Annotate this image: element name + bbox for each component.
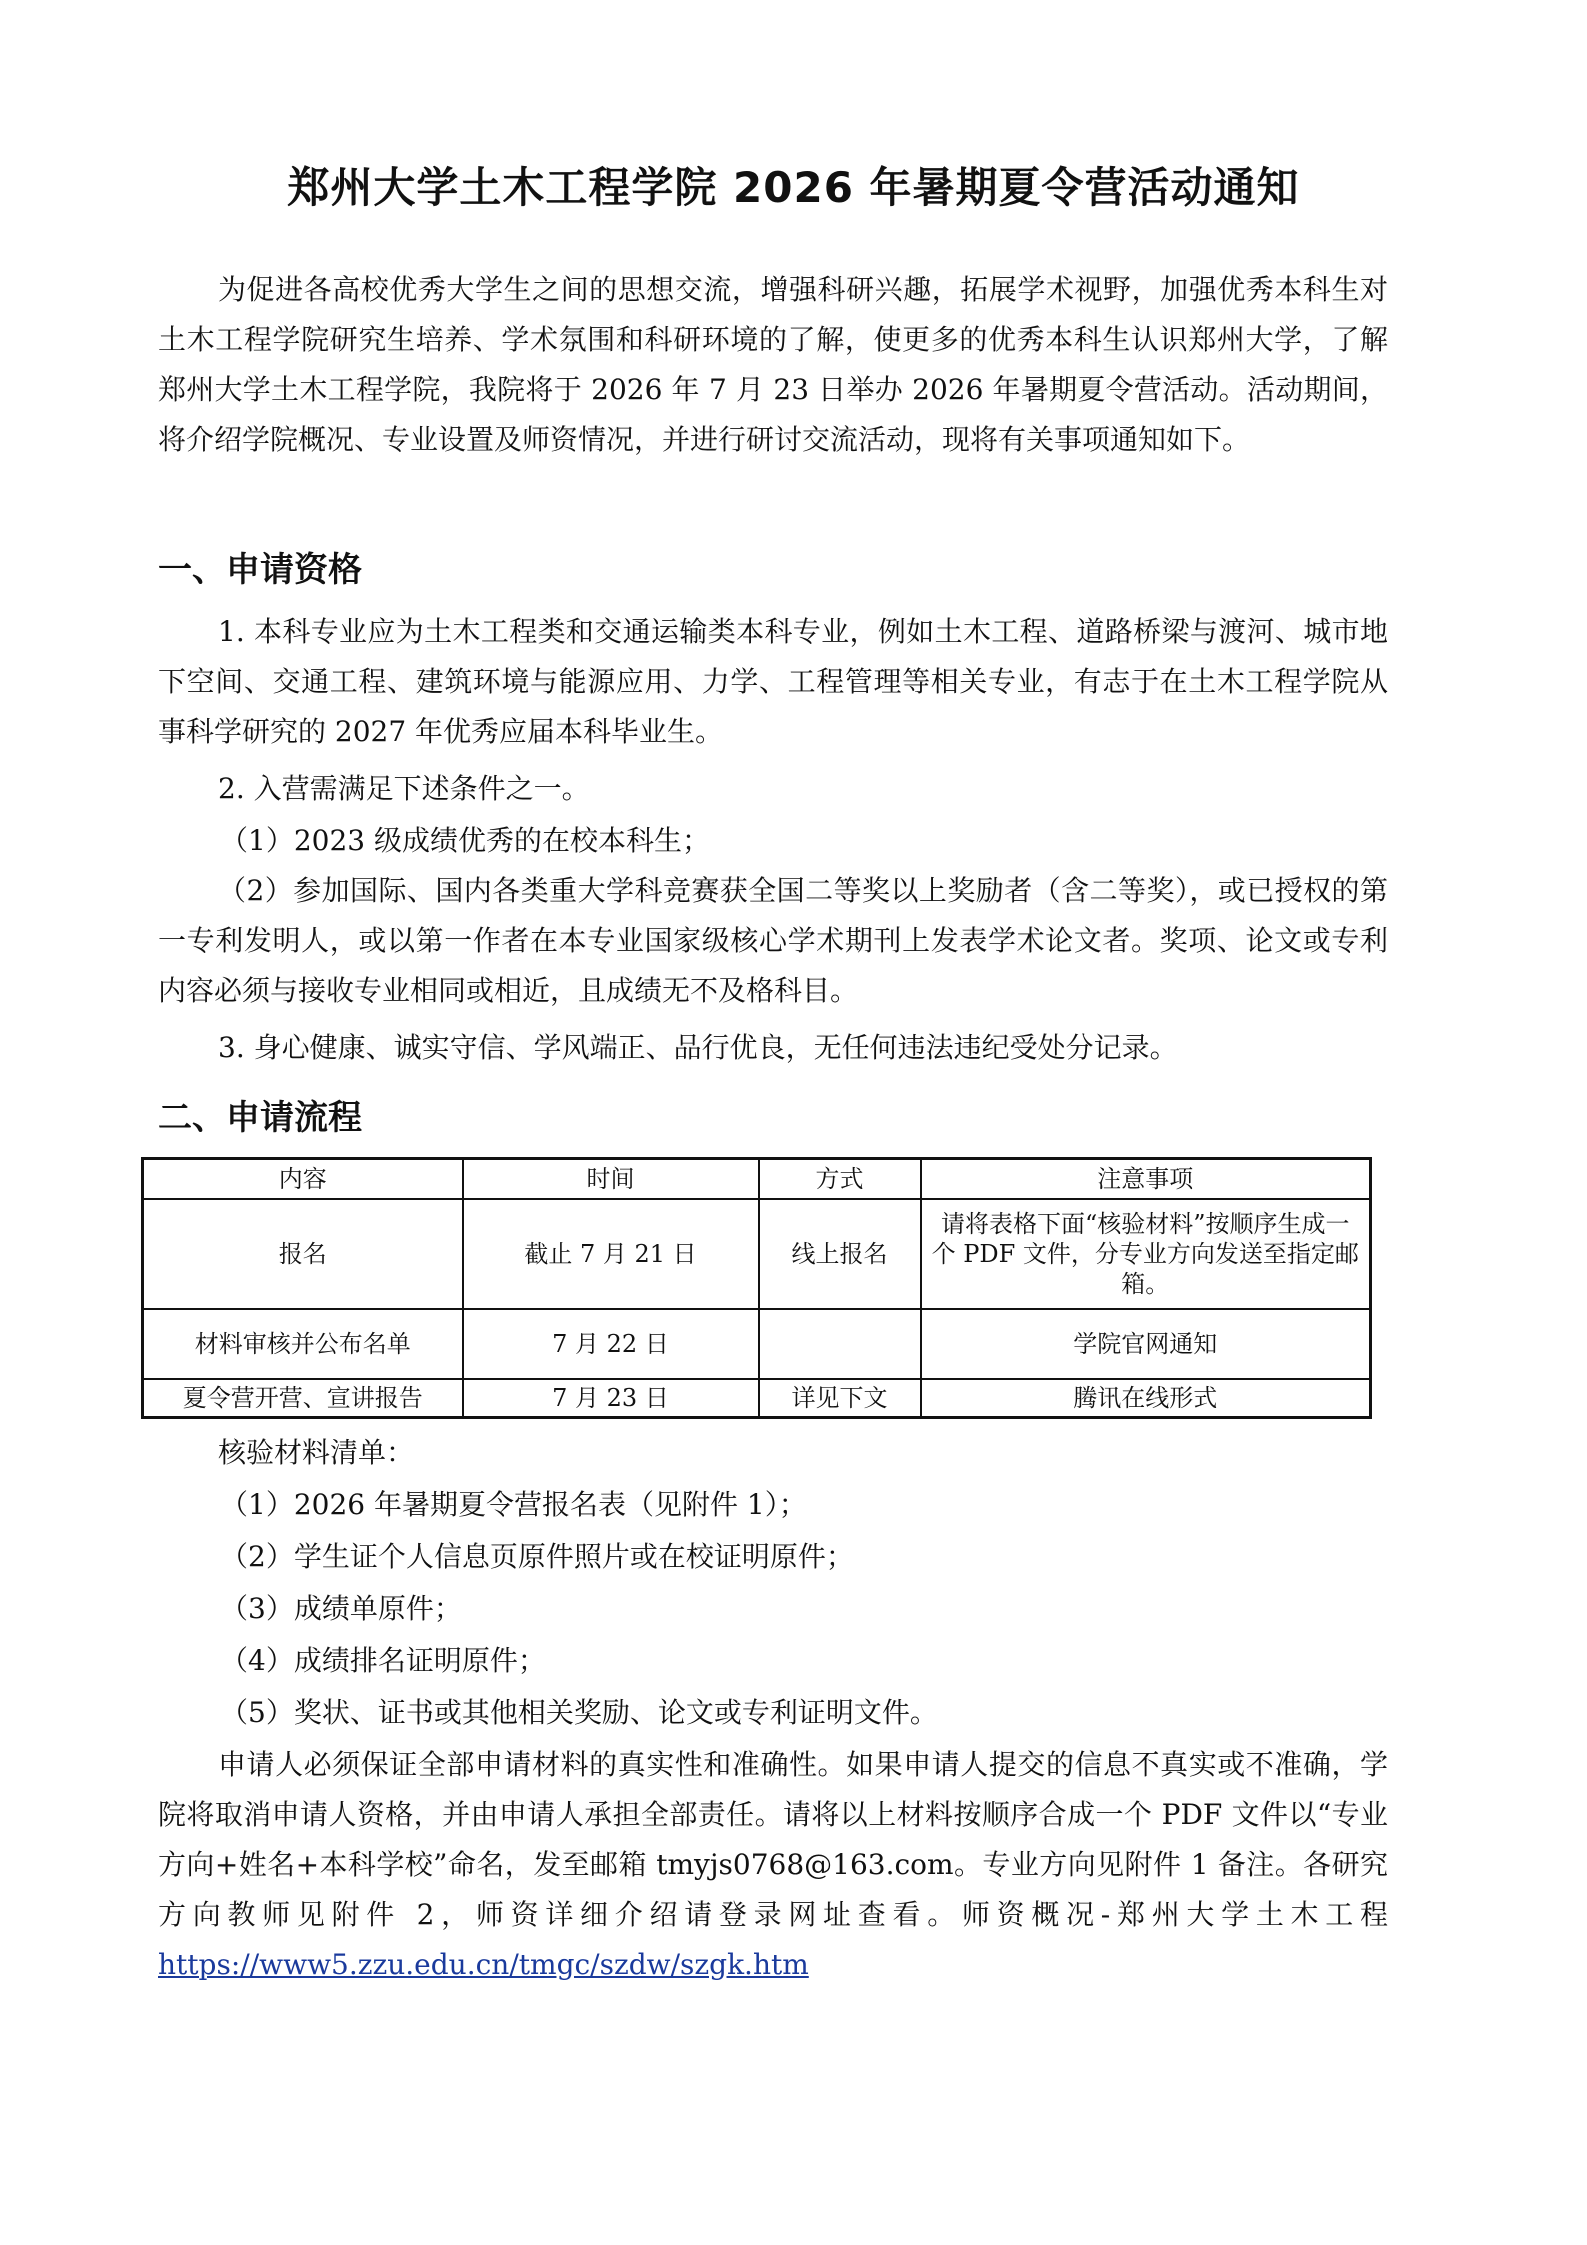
page-title: 郑州大学土木工程学院 2026 年暑期夏令营活动通知 <box>287 163 1300 212</box>
section-heading-eligibility: 一、申请资格 <box>158 550 362 590</box>
table-cell <box>759 1309 921 1379</box>
table-cell: 7 月 23 日 <box>463 1379 759 1417</box>
eligibility-condition-2: （2）参加国际、国内各类重大学科竞赛获全国二等奖以上奖励者（含二等奖），或已授权的第一专利发明人，或以第一作者在本专业国家级核心学术期刊上发表学术论文者。奖项、论文或专利内容必须与接收专业相同或相近，且成绩无不及格科目。 <box>158 874 1388 1007</box>
materials-item: （5）奖状、证书或其他相关奖励、论文或专利证明文件。 <box>220 1696 938 1729</box>
table-cell: 请将表格下面“核验材料”按顺序生成一个 PDF 文件，分专业方向发送至指定邮箱。 <box>921 1199 1371 1309</box>
table-header-cell: 内容 <box>143 1159 463 1200</box>
table-cell: 材料审核并公布名单 <box>143 1309 463 1379</box>
eligibility-item-1: 1. 本科专业应为土木工程类和交通运输类本科专业，例如土木工程、道路桥梁与渡河、城市地下空间、交通工程、建筑环境与能源应用、力学、工程管理等相关专业，有志于在土木工程学院从事科学研究的 2027 年优秀应届本科毕业生。 <box>158 615 1388 748</box>
table-row <box>143 1309 1371 1379</box>
table-header-cell: 注意事项 <box>921 1159 1371 1200</box>
table-cell: 截止 7 月 21 日 <box>463 1199 759 1309</box>
eligibility-item-2: 2. 入营需满足下述条件之一。 <box>218 772 590 805</box>
materials-item: （4）成绩排名证明原件； <box>220 1644 546 1677</box>
table-cell: 线上报名 <box>759 1199 921 1309</box>
table-header-row <box>143 1159 1371 1200</box>
table-cell: 报名 <box>143 1199 463 1309</box>
process-table <box>141 1157 1372 1419</box>
closing-text: 申请人必须保证全部申请材料的真实性和准确性。如果申请人提交的信息不真实或不准确，学院将取消申请人资格，并由申请人承担全部责任。请将以上材料按顺序合成一个 PDF 文件以“专业方向+姓名+本科学校”命名，发至邮箱 tmyjs0768@163.com。专业方向见附件 1 备注。各研究方向教师见附件 2，师资详细介绍请登录网址查看。师资概况-郑州大学土木工程 <box>158 1748 1388 1931</box>
closing-paragraph <box>158 1740 1388 1990</box>
materials-item: （1）2026 年暑期夏令营报名表（见附件 1）； <box>220 1488 807 1521</box>
materials-title: 核验材料清单： <box>218 1436 415 1469</box>
table-cell: 腾讯在线形式 <box>921 1379 1371 1417</box>
section-heading-process: 二、申请流程 <box>158 1098 362 1138</box>
table-header-cell: 时间 <box>463 1159 759 1200</box>
table-cell: 详见下文 <box>759 1379 921 1417</box>
table-cell: 7 月 22 日 <box>463 1309 759 1379</box>
table-row <box>143 1199 1371 1309</box>
table-header-cell: 方式 <box>759 1159 921 1200</box>
faculty-link[interactable]: https://www5.zzu.edu.cn/tmgc/szdw/szgk.htm <box>158 1948 809 1981</box>
table-cell: 学院官网通知 <box>921 1309 1371 1379</box>
eligibility-condition-1: （1）2023 级成绩优秀的在校本科生； <box>220 824 710 857</box>
table-row <box>143 1379 1371 1417</box>
materials-item: （3）成绩单原件； <box>220 1592 462 1625</box>
table-cell: 夏令营开营、宣讲报告 <box>143 1379 463 1417</box>
materials-item: （2）学生证个人信息页原件照片或在校证明原件； <box>220 1540 854 1573</box>
eligibility-item-3: 3. 身心健康、诚实守信、学风端正、品行优良，无任何违法违纪受处分记录。 <box>218 1031 1178 1064</box>
intro-paragraph: 为促进各高校优秀大学生之间的思想交流，增强科研兴趣，拓展学术视野，加强优秀本科生对土木工程学院研究生培养、学术氛围和科研环境的了解，使更多的优秀本科生认识郑州大学，了解郑州大学土木工程学院，我院将于 2026 年 7 月 23 日举办 2026 年暑期夏令营活动。活动期间，将介绍学院概况、专业设置及师资情况，并进行研讨交流活动，现将有关事项通知如下。 <box>158 273 1388 456</box>
